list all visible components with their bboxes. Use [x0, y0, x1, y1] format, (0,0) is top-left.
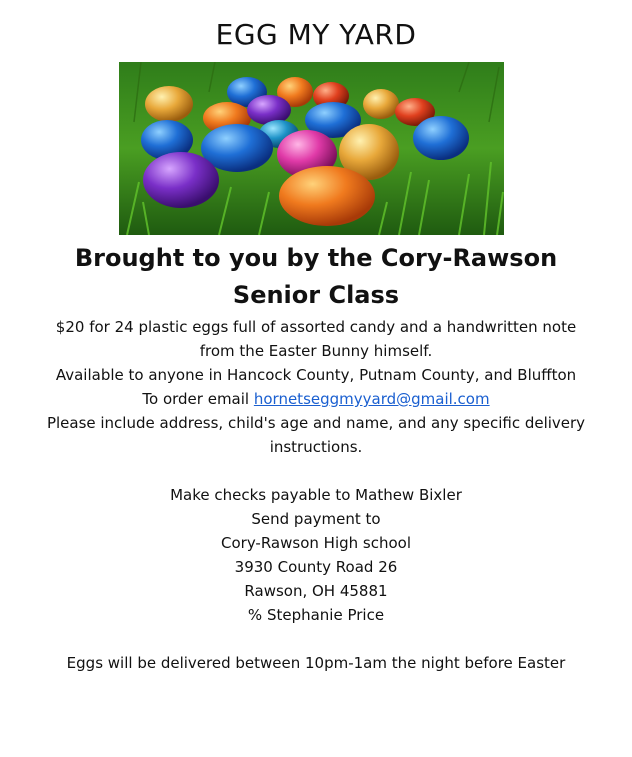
- availability-text: Available to anyone in Hancock County, Putnam County, and Bluffton: [55, 366, 577, 384]
- order-email-link[interactable]: hornetseggmyyard@gmail.com: [253, 390, 490, 408]
- street-address: 3930 County Road 26: [234, 558, 398, 576]
- offer-text: $20 for 24 plastic eggs full of assorted candy and a handwritten note from the Easter Bunny himself.: [55, 318, 577, 360]
- flyer-title: EGG MY YARD: [215, 18, 417, 51]
- subtitle-line-2: Senior Class: [232, 281, 400, 309]
- school-name: Cory-Rawson High school: [221, 534, 411, 552]
- order-prefix: To order email: [142, 390, 254, 408]
- flyer-subtitle: [30, 240, 602, 314]
- spacer: [40, 627, 592, 651]
- flyer-body: [40, 315, 592, 675]
- order-line: [40, 387, 592, 411]
- subtitle-line-1: Brought to you by the Cory-Rawson: [74, 244, 558, 272]
- delivery-text: Eggs will be delivered between 10pm-1am the night before Easter: [66, 654, 566, 672]
- city-state-zip: Rawson, OH 45881: [244, 582, 388, 600]
- include-text: Please include address, child's age and name, and any specific delivery instructions.: [46, 414, 586, 456]
- easter-eggs-photo: [119, 62, 504, 235]
- spacer: [40, 459, 592, 483]
- checks-payable-text: Make checks payable to Mathew Bixler: [170, 486, 462, 504]
- send-payment-text: Send payment to: [251, 510, 381, 528]
- attention-line: % Stephanie Price: [247, 606, 385, 624]
